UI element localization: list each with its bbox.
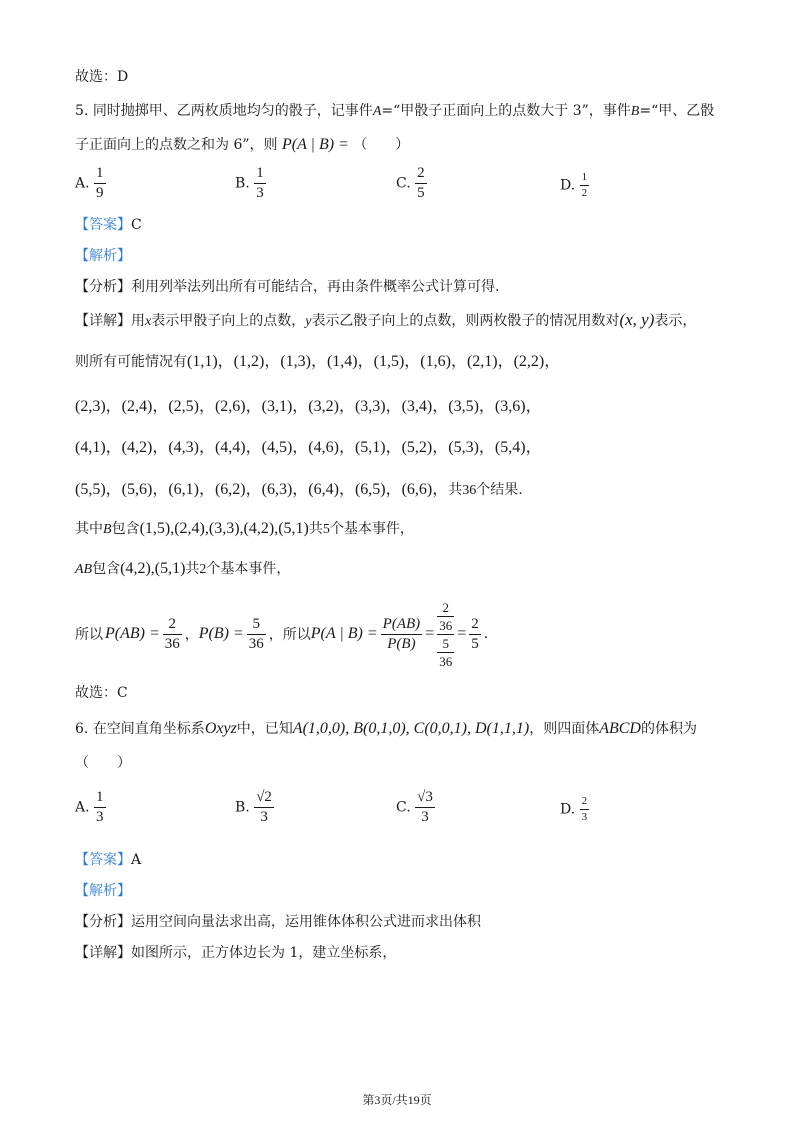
q5-option-c-frac: $\frac{2}{5}$ — [417, 165, 425, 201]
q5-option-d-label: D. — [560, 177, 576, 194]
q5-event-a: A — [372, 104, 382, 119]
q5-answer-value: C — [131, 217, 142, 233]
q5-option-a-frac: $\frac{1}{9}$ — [96, 165, 104, 201]
q6-stem-blank: （ ） — [75, 755, 131, 771]
q5-event-b-def: =“甲、乙骰 — [639, 103, 715, 119]
q5-calc-pab-frac: $\frac{2}{36}$ — [164, 615, 180, 652]
q5-option-b-frac: $\frac{1}{3}$ — [256, 165, 264, 201]
q5-option-c-label: C. — [396, 175, 411, 192]
q5-stem-text2: 子正面向上的点数之和为 6”，则 — [75, 137, 278, 153]
q5-event-b: B — [630, 104, 640, 119]
q5-analysis-tag: 【解析】 — [75, 248, 131, 264]
q5-var-y: y — [305, 314, 312, 329]
q5-answer-tag: 【答案】 — [75, 217, 131, 233]
q5-stem-line1 — [75, 100, 714, 120]
q5-pair-xy: (x, y) — [619, 310, 655, 329]
q6-option-a: A. $\frac{1}{3}$ — [75, 789, 104, 825]
q6-option-d: D. $\frac{2}{3}$ — [560, 795, 588, 823]
q5-event-ab-line: AB包含(4,2),(5,1)共2个基本事件， — [75, 560, 291, 577]
q6-option-c: C. $\frac{√3}{3}$ — [396, 789, 433, 825]
q6-points: A(1,0,0), B(0,1,0), C(0,0,1), D(1,1,1) — [292, 720, 530, 737]
q5-fenxi-tag: 【分析】 — [75, 279, 131, 295]
q5-enum-row-1: 则所有可能情况有(1,1)，(1,2)，(1,3)，(1,4)，(1,5)，(1,6)，(2,1)，(2,2)， — [75, 353, 561, 370]
q5-calc-pb-frac: $\frac{5}{36}$ — [248, 615, 264, 652]
q5-calc-ratio-frac: $\frac{P(AB)}{P(B)}$ — [382, 615, 421, 652]
q5-xiangjie-tag: 【详解】 — [75, 313, 131, 329]
q5-answer — [75, 214, 142, 234]
q5-enum-row-4: (5,5)，(5,6)，(6,1)，(6,2)，(6,3)，(6,4)，(6,5)，(6,6)，共36个结果. — [75, 481, 523, 498]
q5-fenxi — [75, 276, 499, 296]
q4-final-answer: 故选：D — [75, 69, 129, 85]
q5-calc-result-frac: $\frac{2}{5}$ — [471, 615, 479, 652]
page-number: 第3页/共19页 — [362, 1093, 432, 1107]
q5-option-d — [560, 172, 589, 199]
q5-option-a — [75, 166, 106, 201]
q6-option-a-frac: $\frac{1}{3}$ — [96, 789, 104, 825]
q6-tetrahedron: ABCD — [599, 720, 641, 737]
q6-option-c-frac: $\frac{√3}{3}$ — [417, 789, 433, 825]
q5-number: 5. — [75, 103, 89, 119]
q6-analysis-tag: 【解析】 — [75, 883, 131, 899]
q5-enum-row-2: (2,3)，(2,4)，(2,5)，(2,6)，(3,1)，(3,2)，(3,3)，(3,4)，(3,5)，(3,6)， — [75, 398, 542, 415]
q5-option-d-frac: $\frac{1}{2}$ — [581, 171, 588, 199]
q6-stem-line1: 6. 在空间直角坐标系Oxyz中，已知A(1,0,0), B(0,1,0), C(0,0,1), D(1,1,1)，则四面体ABCD的体积为 — [75, 720, 697, 737]
q5-final-answer: 故选：C — [75, 685, 128, 701]
q5-xiangjie: 【详解】用x表示甲骰子向上的点数，y表示乙骰子向上的点数，则两枚骰子的情况用数对(x, y)表示， — [75, 310, 697, 329]
q5-stem-blank: （ ） — [353, 137, 410, 153]
q5-var-x: x — [145, 314, 152, 329]
q5-calculation: 所以 P(AB) = $\frac{2}{36}$ ， P(B) = $\frac{5}{36}$ ，所以 P(A | B) = $\frac{P(AB)}{P(B)}$ = 2 36 5 36 = $\frac{2}{5}$ . — [75, 599, 489, 669]
q5-stem-text: 同时抛掷甲、乙两枚质地均匀的骰子，记事件 — [92, 103, 373, 119]
q6-fenxi: 【分析】运用空间向量法求出高，运用锥体体积公式进而求出体积 — [75, 914, 481, 930]
q5-enum-row-3: (4,1)，(4,2)，(4,3)，(4,4)，(4,5)，(4,6)，(5,1)，(5,2)，(5,3)，(5,4)， — [75, 439, 542, 456]
q6-option-d-frac: $\frac{2}{3}$ — [581, 795, 588, 823]
q6-number: 6. — [75, 721, 89, 737]
q6-option-b: B. $\frac{√2}{3}$ — [235, 789, 272, 825]
q6-option-b-frac: $\frac{√2}{3}$ — [256, 789, 272, 825]
q5-calc-nested-frac: 2 36 5 36 — [439, 599, 453, 669]
q5-stem-line2 — [75, 134, 409, 154]
q5-event-b-line: 其中B包含(1,5),(2,4),(3,3),(4,2),(5,1)共5个基本事件， — [75, 520, 414, 537]
q5-option-a-label: A. — [75, 175, 90, 192]
q5-fenxi-text: 利用列举法列出所有可能结合，再由条件概率公式计算可得. — [131, 279, 500, 295]
q6-xiangjie: 【详解】如图所示，正方体边长为 1，建立坐标系， — [75, 945, 397, 961]
q5-event-a-def: =“甲骰子正面向上的点数大于 3”，事件 — [381, 103, 631, 119]
q6-answer: 【答案】A — [75, 852, 142, 868]
q5-stem-expr: P(A | B) = — [281, 136, 349, 153]
q5-option-b — [235, 166, 266, 201]
q6-coord-system: Oxyz — [204, 720, 237, 737]
q5-option-c — [396, 166, 427, 201]
q5-option-b-label: B. — [235, 175, 250, 192]
